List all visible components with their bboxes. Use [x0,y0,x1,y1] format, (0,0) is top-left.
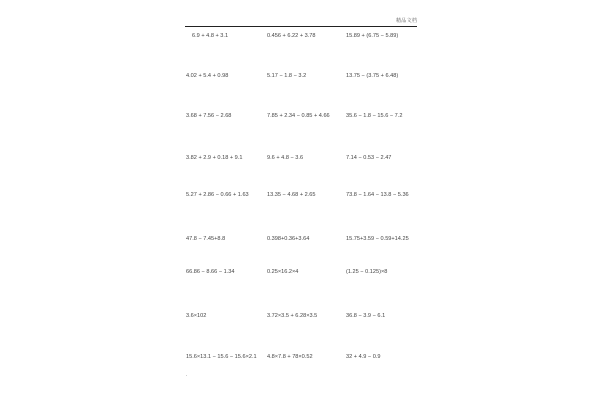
problem-item: 3.68 + 7.56 − 2.68 [186,113,232,119]
problem-row [186,153,426,163]
problem-row [186,190,426,200]
problem-item: 47.8 − 7.45+8.8 [186,236,226,242]
problem-item: 36.8 − 3.9 − 6.1 [346,313,386,319]
problem-item: 7.85 + 2.34 − 0.85 + 4.66 [267,113,330,119]
problem-item: 13.75 − (3.75 + 6.48) [346,73,399,79]
problem-item: 15.6×13.1 − 15.6 − 15.6×2.1 [186,354,257,360]
problem-item: 6.9 + 4.8 + 3.1 [192,33,229,39]
problem-row [186,31,426,41]
problem-item: 4.02 + 5.4 + 0.98 [186,73,229,79]
problem-item: 15.89 + (6.75 − 5.89) [346,33,399,39]
problem-item: 32 + 4.9 − 0.9 [346,354,381,360]
problem-item: 0.25×16.2×4 [267,269,299,275]
problem-grid [186,27,426,367]
footer-mark: . [186,372,188,378]
problem-row [186,71,426,81]
problem-row [186,311,426,321]
problem-item: 5.27 + 2.86 − 0.66 + 1.63 [186,192,249,198]
problem-item: 0.456 + 6.22 + 3.78 [267,33,316,39]
problem-item: (1.25 − 0.125)×8 [346,269,388,275]
header-label: 精品文档 [396,18,418,24]
problem-item: 3.72×3.5 + 6.28×3.5 [267,313,318,319]
problem-item: 5.17 − 1.8 − 3.2 [267,73,307,79]
problem-row [186,267,426,277]
problem-item: 35.6 − 1.8 − 15.6 − 7.2 [346,113,403,119]
problem-item: 4.8×7.8 + 78×0.52 [267,354,313,360]
problem-row [186,234,426,244]
problem-item: 13.35 − 4.68 + 2.65 [267,192,316,198]
problem-item: 3.82 + 2.9 + 0.18 + 9.1 [186,155,243,161]
problem-item: 73.8 − 1.64 − 13.8 − 5.36 [346,192,409,198]
problem-row [186,352,426,362]
problem-item: 0.398+0.36+3.64 [267,236,310,242]
problem-row [186,111,426,121]
problem-item: 66.86 − 8.66 − 1.34 [186,269,235,275]
problem-item: 3.6×102 [186,313,207,319]
problem-item: 15.75+3.59 − 0.59+14.25 [346,236,409,242]
problem-item: 7.14 − 0.53 − 2.47 [346,155,392,161]
problem-item: 9.6 + 4.8 − 3.6 [267,155,304,161]
